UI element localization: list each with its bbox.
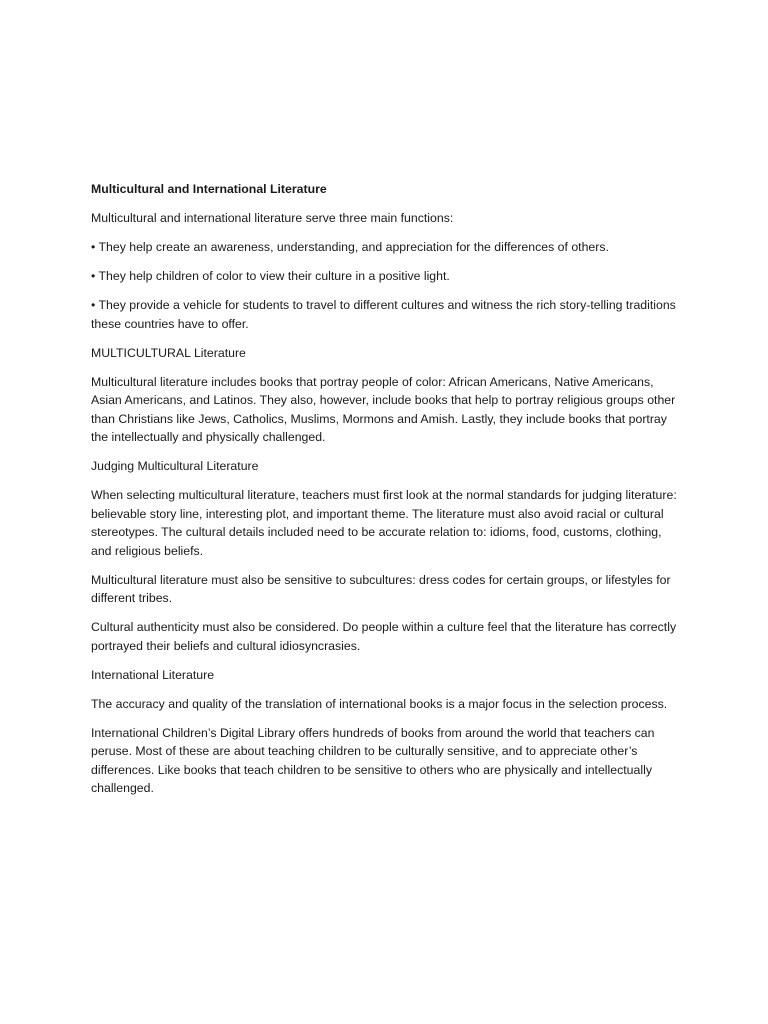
international-paragraph-2: International Children’s Digital Library offers hundreds of books from around the world that teachers can peruse. Most of these are about teaching children to be culturally sensitive, and to appreciate other’s differences. Like books that teach children to be sensitive to others who are physically and intellectually challenged. bbox=[91, 725, 655, 795]
judging-paragraph-2: Multicultural literature must also be sensitive to subcultures: dress codes for certain groups, or lifestyles for different tribes. bbox=[91, 572, 671, 605]
bullet-item-2: • They help children of color to view their culture in a positive light. bbox=[91, 269, 450, 283]
bullet-item-3: • They provide a vehicle for students to travel to different cultures and witness the rich story-telling traditions these countries have to offer. bbox=[91, 298, 676, 331]
bullet-item-1: • They help create an awareness, understanding, and appreciation for the differences of others. bbox=[91, 240, 609, 254]
section-heading-international: International Literature bbox=[91, 667, 215, 682]
international-paragraph-1: The accuracy and quality of the translation of international books is a major focus in the selection process. bbox=[91, 696, 668, 711]
section-heading-multicultural: MULTICULTURAL Literature bbox=[91, 345, 246, 360]
document-title: Multicultural and International Literature bbox=[91, 182, 327, 196]
judging-paragraph-3: Cultural authenticity must also be considered. Do people within a culture feel that the literature has correctly portrayed their beliefs and cultural idiosyncrasies. bbox=[91, 620, 677, 653]
intro-paragraph: Multicultural and international literature serve three main functions: bbox=[91, 211, 454, 225]
section-heading-judging: Judging Multicultural Literature bbox=[91, 459, 259, 473]
document-body bbox=[91, 180, 683, 808]
multicultural-paragraph: Multicultural literature includes books that portray people of color: African Americans, Native Americans, Asian Americans, and Latinos. They also, however, include books that help to portray religious groups other than Christians like Jews, Catholics, Muslims, Mormons and Amish. Lastly, they include books that portray the intellectually and physically challenged. bbox=[91, 374, 676, 444]
judging-paragraph-1: When selecting multicultural literature, teachers must first look at the normal standards for judging literature: believable story line, interesting plot, and important theme. The literature must also avoid racial or cultural stereotypes. The cultural details included need to be accurate relation to: idioms, food, customs, clothing, and religious beliefs. bbox=[91, 488, 677, 558]
